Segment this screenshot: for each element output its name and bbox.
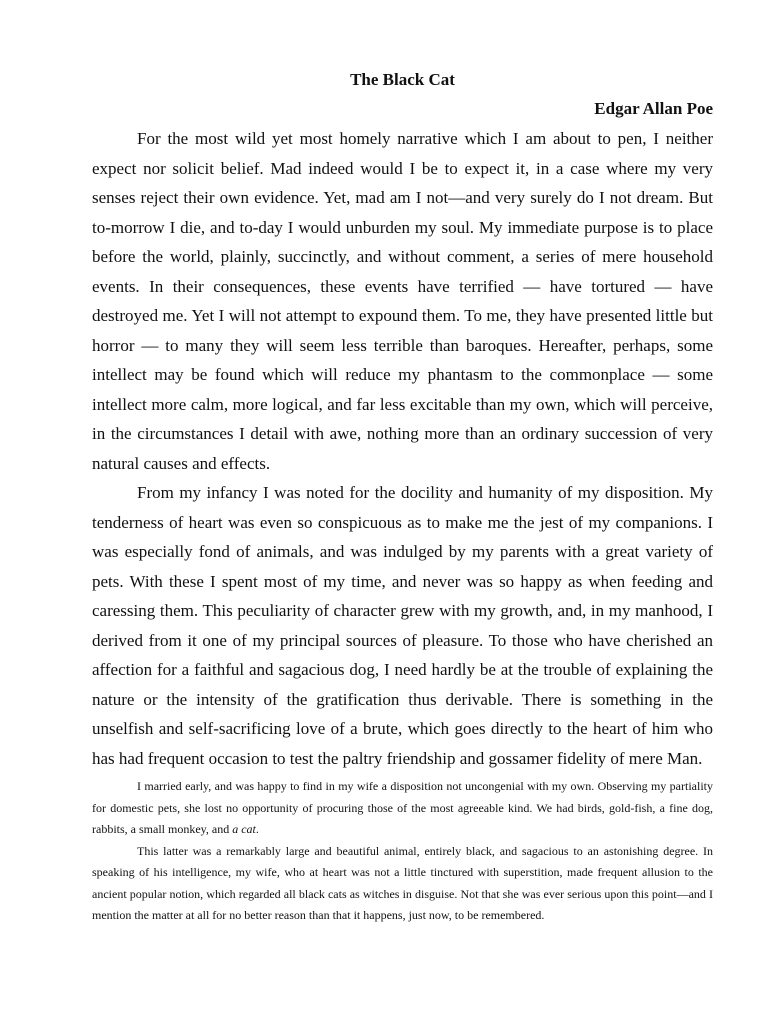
paragraph-2: From my infancy I was noted for the docility and humanity of my disposition. My tenderness of heart was even so conspicuous as to make me the jest of my companions. I was especially fond of animals, and was indulged by my parents with a great variety of pets. With these I spent most of my time, and never was so happy as when feeding and caressing them. This peculiarity of character grew with my growth, and, in my manhood, I derived from it one of my principal sources of pleasure. To those who have cherished an affection for a faithful and sagacious dog, I need hardly be at the trouble of explaining the nature or the intensity of the gratification thus derivable. There is something in the unselfish and self-sacrificing love of a brute, which goes directly to the heart of him who has had frequent occasion to test the paltry friendship and gossamer fidelity of mere Man. — [92, 483, 713, 768]
document-title: The Black Cat — [350, 70, 455, 89]
paragraph-3-end: . — [255, 822, 259, 836]
paragraph-1: For the most wild yet most homely narrative which I am about to pen, I neither expect nor solicit belief. Mad indeed would I be to expect it, in a case where my very senses reject their own evidence. Yet, mad am I not—and very surely do I not dream. But to-morrow I die, and to-day I would unburden my soul. My immediate purpose is to place before the world, plainly, succinctly, and without comment, a series of mere household events. In their consequences, these events have terrified — have tortured — have destroyed me. Yet I will not attempt to expound them. To me, they have presented little but horror — to many they will seem less terrible than baroques. Hereafter, perhaps, some intellect may be found which will reduce my phantasm to the commonplace — some intellect more calm, more logical, and far less excitable than my own, which will perceive, in the circumstances I detail with awe, nothing more than an ordinary succession of very natural causes and effects. — [92, 129, 713, 473]
document-page — [92, 66, 713, 927]
paragraph-3 — [92, 776, 713, 841]
paragraph-3-italic: a cat — [232, 822, 256, 836]
paragraph-3-text: I married early, and was happy to find in my wife a disposition not uncongenial with my own. Observing my partiality for domestic pets, she lost no opportunity of procuring those of the most agreeable kind. We had birds, gold-fish, a fine dog, rabbits, a small monkey, and — [92, 779, 713, 836]
paragraph-4: This latter was a remarkably large and beautiful animal, entirely black, and sagacious to an astonishing degree. In speaking of his intelligence, my wife, who at heart was not a little tinctured with superstition, made frequent allusion to the ancient popular notion, which regarded all black cats as witches in disguise. Not that she was ever serious upon this point—and I mention the matter at all for no better reason than that it happens, just now, to be remembered. — [92, 843, 713, 922]
document-author: Edgar Allan Poe — [594, 99, 713, 118]
